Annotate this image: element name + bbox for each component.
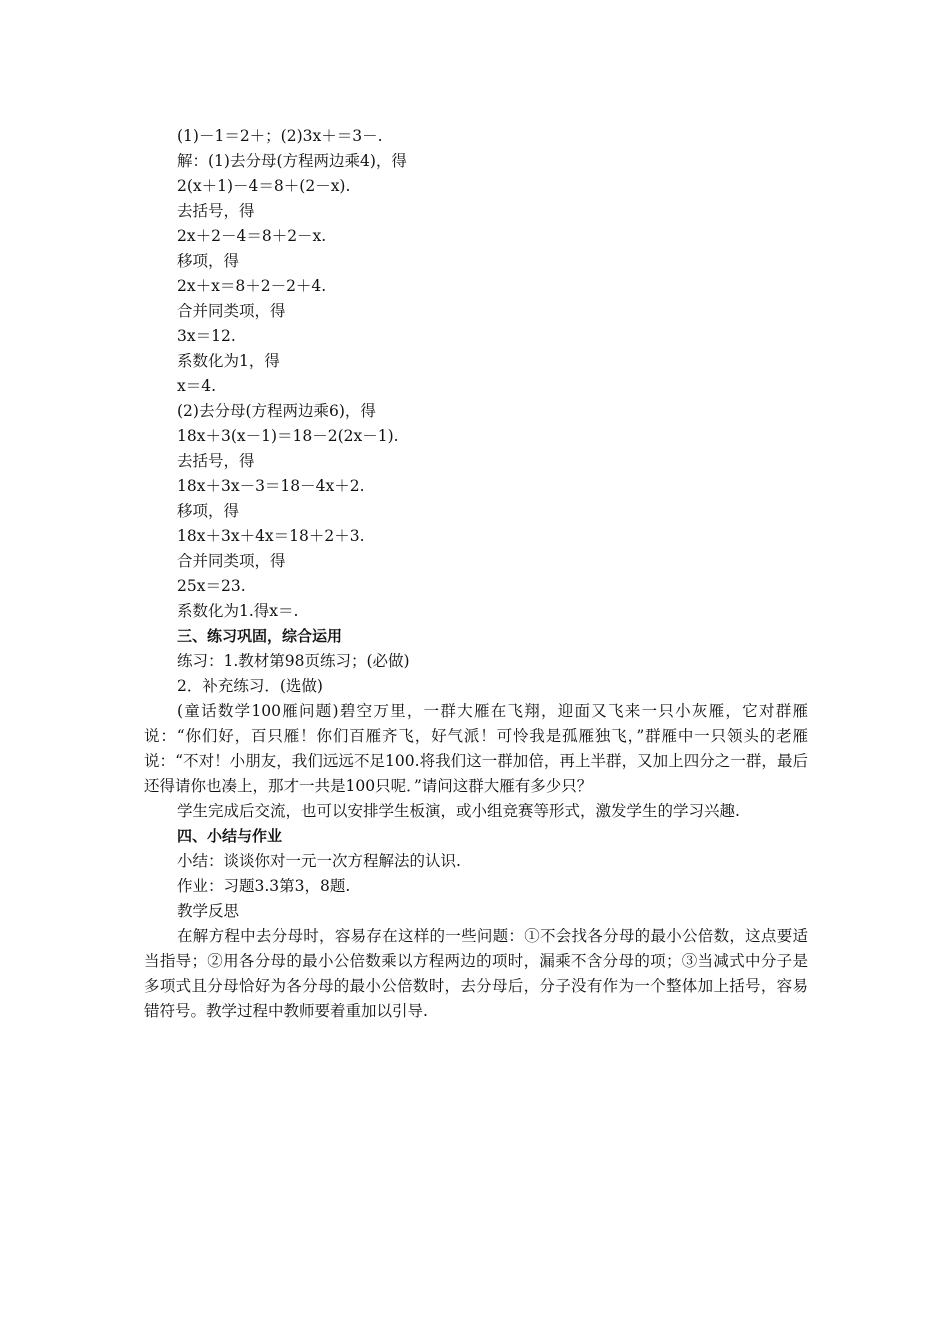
text-line: 18x＋3x＋4x＝18＋2＋3. [177,527,365,545]
text-line: x＝4. [177,377,217,395]
practice-optional: 2．补充练习．(选做) [177,677,323,695]
text-line: 3x＝12. [177,327,236,345]
summary-line: 小结：谈谈你对一元一次方程解法的认识. [177,852,461,870]
text-line: 去括号，得 [177,202,255,220]
text-line: 合并同类项，得 [177,302,286,320]
word-problem-paragraph: (童话数学100雁问题)碧空万里，一群大雁在飞翔，迎面又飞来一只小灰雁，它对群雁说：“你们好，百只雁！你们百雁齐飞，好气派！可怜我是孤雁独飞，”群雁中一只领头的老雁说：“不对！小朋友，我们远远不足100.将我们这一群加倍，再上半群，又加上四分之一群，最后还得请你也凑上，那才一共是100只呢．”请问这群大雁有多少只？ [144,702,808,795]
text-line: 2x＋x＝8＋2－2＋4. [177,277,327,295]
text-line: 移项，得 [177,502,240,520]
reflection-title: 教学反思 [177,902,240,920]
reflection-paragraph: 在解方程中去分母时，容易存在这样的一些问题：①不会找各分母的最小公倍数，这点要适当指导；②用各分母的最小公倍数乘以方程两边的项时，漏乘不含分母的项；③当减式中分子是多项式且分母恰好为各分母的最小公倍数时，去分母后，分子没有作为一个整体加上括号，容易错符号。教学过程中教师要着重加以引导. [144,927,808,1020]
text-line: (2)去分母(方程两边乘6)，得 [177,402,376,420]
section-heading-practice: 三、练习巩固，综合运用 [177,627,343,645]
document-page [144,124,808,1024]
text-line: 系数化为1.得x＝. [177,602,299,620]
text-line: 2(x＋1)－4＝8＋(2－x). [177,177,351,195]
text-line: 合并同类项，得 [177,552,286,570]
text-line: 18x＋3x－3＝18－4x＋2. [177,477,365,495]
text-line: 2x＋2－4＝8＋2－x. [177,227,327,245]
text-line: 解：(1)去分母(方程两边乘4)，得 [177,152,407,170]
text-line: 去括号，得 [177,452,255,470]
text-line: 移项，得 [177,252,240,270]
text-line: 18x＋3(x－1)＝18－2(2x－1). [177,427,399,445]
practice-required: 练习：1.教材第98页练习；(必做) [177,652,410,670]
section-heading-summary: 四、小结与作业 [177,827,283,845]
activity-note-paragraph: 学生完成后交流，也可以安排学生板演，或小组竞赛等形式，激发学生的学习兴趣. [177,802,740,820]
homework-line: 作业：习题3.3第3，8题. [177,877,351,895]
text-line: (1)－1＝2＋；(2)3x＋＝3－. [177,127,383,145]
text-line: 系数化为1，得 [177,352,280,370]
text-line: 25x＝23. [177,577,246,595]
